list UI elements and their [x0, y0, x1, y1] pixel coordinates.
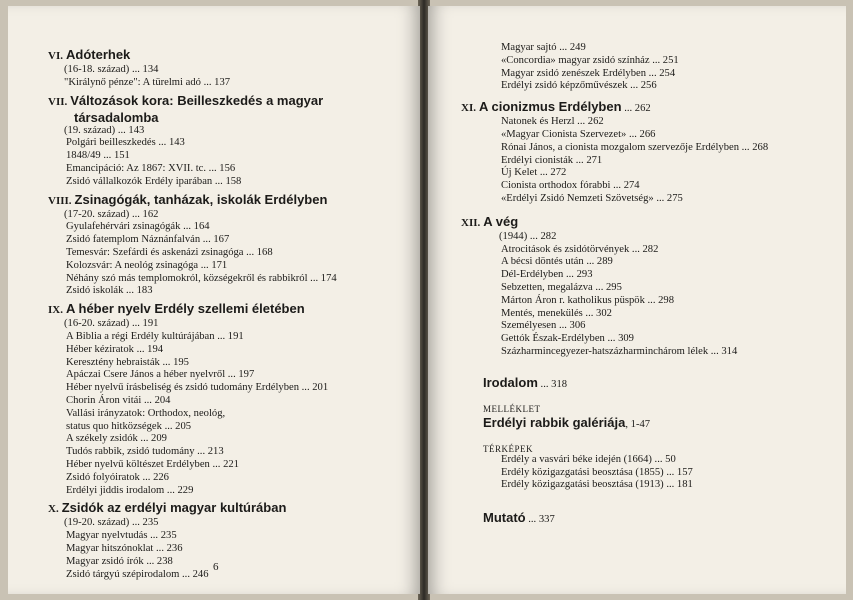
- toc-line: Zsidó vállalkozók Erdély iparában ... 158: [66, 175, 242, 187]
- toc-line: status quo hitközségek ... 205: [66, 420, 192, 432]
- toc-line: Chorin Áron vitái ... 204: [66, 394, 171, 406]
- section-irodalom: Irodalom ... 318: [483, 374, 568, 390]
- left-toc: [48, 44, 413, 581]
- section-label-melleklet: MELLÉKLET: [483, 403, 541, 414]
- left-page: [8, 6, 420, 594]
- toc-line: (1944) ... 282: [499, 230, 557, 242]
- section-mutato: Mutató ... 337: [483, 510, 555, 526]
- toc-line: (16-18. század) ... 134: [64, 64, 159, 75]
- chapter-heading: XI. A cionizmus Erdélyben ... 262: [461, 99, 651, 115]
- chapter-heading: VII. Változások kora: Beilleszkedés a magyar társadalomba: [48, 92, 324, 125]
- toc-line: Dél-Erdélyben ... 293: [501, 269, 593, 281]
- toc-line: Erdély a vasvári béke idején (1664) ... 50: [501, 453, 676, 465]
- toc-line: Erdélyi cionisták ... 271: [501, 154, 603, 166]
- toc-line: Márton Áron r. katholikus püspök ... 298: [501, 294, 675, 306]
- toc-line: Személyesen ... 306: [501, 320, 586, 332]
- chapter-heading: VIII. Zsinagógák, tanházak, iskolák Erdélyben: [48, 191, 328, 207]
- chapter-heading: IX. A héber nyelv Erdély szellemi életében: [48, 301, 305, 317]
- toc-line: A Biblia a régi Erdély kultúrájában ... 191: [66, 330, 244, 342]
- page-number: 6: [213, 561, 219, 573]
- toc-line: «Erdélyi Zsidó Nemzeti Szövetség» ... 275: [501, 192, 683, 204]
- toc-line: "Királynő pénze": A türelmi adó ... 137: [64, 76, 231, 88]
- toc-line: Erdélyi zsidó képzőművészek ... 256: [501, 80, 657, 92]
- toc-line: Polgári beilleszkedés ... 143: [66, 137, 185, 149]
- toc-line: (19. század) ... 143: [64, 124, 145, 136]
- toc-line: Erdélyi jiddis irodalom ... 229: [66, 484, 194, 496]
- toc-line: Erdély közigazgatási beosztása (1855) ... 157: [501, 466, 693, 478]
- right-page: [428, 6, 846, 594]
- toc-line: (17-20. század) ... 162: [64, 208, 159, 220]
- toc-line: Rónai János, a cionista mozgalom szervezője Erdélyben ... 268: [501, 141, 769, 153]
- toc-line: Natonek és Herzl ... 262: [501, 116, 604, 128]
- toc-line: Cionista orthodox fórabbi ... 274: [501, 180, 640, 192]
- chapter-heading: VI. Adóterhek: [48, 47, 131, 62]
- toc-line: Néhány szó más templomokról, községekről és rabbikról ... 174: [66, 272, 337, 284]
- toc-line: Emancipáció: Az 1867: XVII. tc. ... 156: [66, 162, 236, 174]
- toc-line: Új Kelet ... 272: [501, 167, 567, 179]
- toc-line: Tudós rabbik, zsidó tudomány ... 213: [66, 446, 224, 458]
- toc-line: 1848/49 ... 151: [66, 150, 130, 162]
- section-melleklet: Erdélyi rabbik galériája, 1-47: [483, 414, 651, 430]
- toc-line: «Concordia» magyar zsidó színház ... 251: [501, 54, 679, 66]
- toc-line: Temesvár: Szefárdi és askenázi zsinagóga ... 168: [66, 246, 273, 258]
- toc-line: Magyar zsidó zenészek Erdélyben ... 254: [501, 67, 676, 79]
- chapter-heading: XII. A vég: [461, 213, 519, 229]
- toc-line: Százharmincegyezer-hatszázharminchárom lélek ... 314: [501, 345, 738, 357]
- chapter-heading: X. Zsidók az erdélyi magyar kultúrában: [48, 500, 287, 516]
- toc-line: Kolozsvár: A neológ zsinagóga ... 171: [66, 259, 228, 271]
- section-label-terkepek: TÉRKÉPEK: [483, 443, 533, 454]
- toc-line: Apáczai Csere János a héber nyelvről ... 197: [66, 369, 255, 381]
- toc-line: Zsidó fatemplom Náznánfalván ... 167: [66, 234, 230, 246]
- toc-line: Sebzetten, megalázva ... 295: [501, 281, 622, 293]
- toc-line: A székely zsidók ... 209: [66, 433, 167, 445]
- toc-line: Gettók Észak-Erdélyben ... 309: [501, 333, 634, 345]
- toc-line: Mentés, menekülés ... 302: [501, 307, 612, 319]
- toc-line: (19-20. század) ... 235: [64, 517, 159, 529]
- toc-line: Atrocitások és zsidótörvények ... 282: [501, 243, 659, 255]
- toc-line: A bécsi döntés után ... 289: [501, 256, 613, 268]
- toc-line: Magyar hitszónoklat ... 236: [66, 542, 183, 554]
- toc-line: (16-20. század) ... 191: [64, 318, 159, 330]
- toc-line: Magyar zsidó írók ... 238: [66, 555, 173, 567]
- toc-line: Keresztény hebraisták ... 195: [66, 356, 189, 368]
- toc-line: Héber kéziratok ... 194: [66, 343, 164, 355]
- toc-line: Héber nyelvű írásbeliség és zsidó tudomány Erdélyben ... 201: [66, 382, 329, 394]
- toc-line: Zsidó folyóiratok ... 226: [66, 471, 169, 483]
- toc-line: Gyulafehérvári zsinagógák ... 164: [66, 221, 210, 233]
- toc-line: Héber nyelvű költészet Erdélyben ... 221: [66, 458, 239, 470]
- toc-line: Zsidó tárgyú szépirodalom ... 246: [66, 568, 209, 580]
- toc-line: Magyar sajtó ... 249: [501, 42, 586, 53]
- toc-line: «Magyar Cionista Szervezet» ... 266: [501, 128, 656, 140]
- toc-line: Vallási irányzatok: Orthodox, neológ,: [66, 407, 226, 419]
- toc-line: Magyar nyelvtudás ... 235: [66, 530, 177, 542]
- toc-line: Erdély közigazgatási beosztása (1913) ... 181: [501, 479, 693, 491]
- toc-line: Zsidó iskolák ... 183: [66, 285, 153, 297]
- right-toc: [461, 42, 833, 526]
